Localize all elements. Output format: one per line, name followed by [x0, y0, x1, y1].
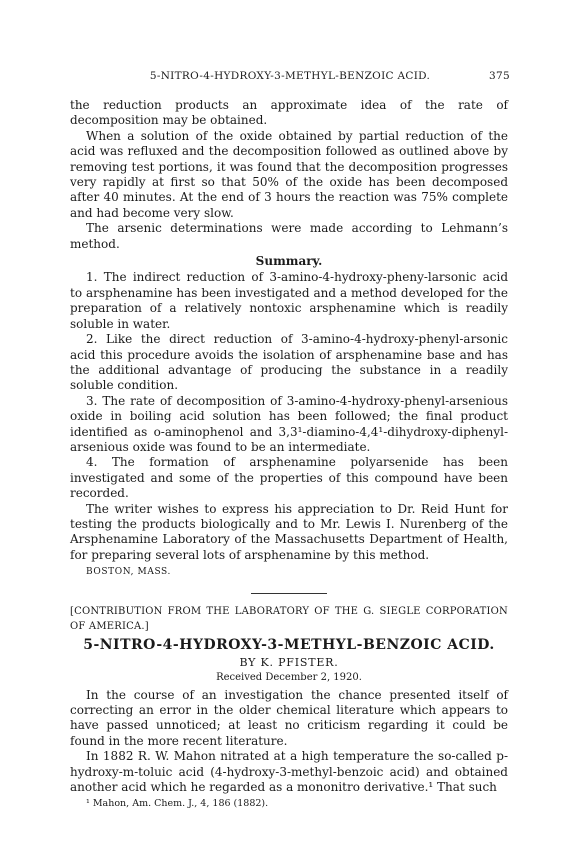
paragraph: The arsenic determinations were made according to Lehmann’s method. [70, 221, 508, 251]
summary-item: 1. The indirect reduction of 3-amino-4-hydroxy-pheny-larsonic acid to arsphenamine has been investigated and a method developed for the preparation of a relatively nontoxic arsphenamine which is readily soluble in water. [70, 270, 508, 331]
summary-heading: Summary. [255, 254, 323, 269]
summary-item: 4. The formation of arsphenamine polyarsenide has been investigated and some of the properties of this compound have been recorded. [70, 455, 508, 501]
paragraph: In 1882 R. W. Mahon nitrated at a high temperature the so-called p-hydroxy-m-toluic acid (4-hydroxy-3-methyl-benzoic acid) and obtained another acid which he regarded as a mononitro derivative.¹ That such [70, 749, 508, 795]
contribution-line: [CONTRIBUTION FROM THE LABORATORY OF THE G. SIEGLE CORPORATION OF AMERICA.] [70, 605, 508, 632]
acknowledgment: The writer wishes to express his appreciation to Dr. Reid Hunt for testing the products biologically and to Mr. Lewis I. Nurenberg of the Arsphenamine Laboratory of the Massachusetts Department of Health, for preparing several lots of arsphenamine by this method. [70, 501, 508, 562]
page-number: 375 [489, 70, 510, 82]
byline: BY K. PFISTER. [239, 655, 339, 669]
summary-item: 3. The rate of decomposition of 3-amino-4-hydroxy-phenyl-arsenious oxide in boiling acid solution has been followed; the final product identified as o-aminophenol and 3,3¹-diamino-4,4¹-dihydroxy-diphenyl-arsenious oxide was found to be an intermediate. [70, 393, 508, 454]
paragraph: In the course of an investigation the chance presented itself of correcting an error in the older chemical literature which appears to have passed unnoticed; at least no criticism regarding it could be found in the more recent literature. [70, 687, 508, 748]
summary-item: 2. Like the direct reduction of 3-amino-4-hydroxy-phenyl-arsonic acid this procedure avoids the isolation of arsphenamine base and has the additional advantage of producing the substance in a readily soluble condition. [70, 332, 508, 393]
article-title: 5-NITRO-4-HYDROXY-3-METHYL-BENZOIC ACID. [83, 637, 495, 654]
footnote: ¹ Mahon, Am. Chem. J., 4, 186 (1882). [86, 798, 269, 810]
running-header [0, 70, 580, 86]
place-line: BOSTON, MASS. [86, 567, 171, 578]
paragraph: the reduction products an approximate idea of the rate of decomposition may be obtained. [70, 98, 508, 128]
divider-rule [251, 593, 327, 594]
page-body [70, 98, 508, 812]
received-date: Received December 2, 1920. [216, 672, 362, 684]
running-title: 5-NITRO-4-HYDROXY-3-METHYL-BENZOIC ACID. [149, 70, 431, 82]
paragraph: When a solution of the oxide obtained by partial reduction of the acid was refluxed and the decomposition followed as outlined above by removing test portions, it was found that the decomposition progresses very rapidly at first so that 50% of the oxide has been decomposed after 40 minutes. At the end of 3 hours the reaction was 75% complete and had become very slow. [70, 128, 508, 220]
